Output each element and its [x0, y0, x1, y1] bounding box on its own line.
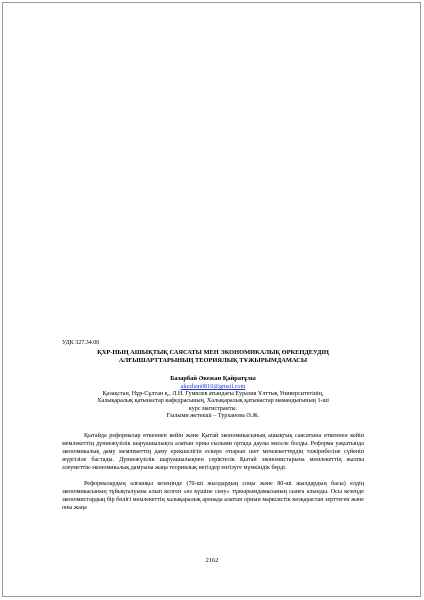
- author-email[interactable]: [62, 383, 364, 391]
- body-paragraph-2: Реформалардың алғашқы кезеңінде (70-ші жылдардың соңы және 80-ші жылдардың басы) елдің экономикасының тұйықталуына алып келген «өз күшіне сену» тұжырымдамасының сынға алынды. Осы кезеңде экономистардың бір бөлігі мемлекеттің халықаралық аренада алатын орнын марксистік көзқарастан зерттеген және оны жаңа: [62, 480, 364, 511]
- author-name: Базарбай Әкежан Қайратұлы: [170, 375, 256, 382]
- article: [62, 340, 364, 520]
- email-link[interactable]: akezhan0810@gmail.com: [180, 383, 246, 390]
- body-paragraph-1: Қытайда реформалар өткеннен кейін және Қытай экономикасының ашықтық саясатына өткеннен кейін мемлекеттің дүниежүзілік шаруашылықта алатын орны ғылыми ортада даулы мәселе болды. Реформа уақытында экономикалық даму мемлекеттің даму ерекшелігін ескере отырып шет мемлекеттердің тәжірибесіне сүйеніп жүргізіле бастады. Дүниежүзілік шаруашылықпен серіктесік Қытай экономистарына мемлекеттің жалпы әлеуметтік-экономикалық дамуына жаңа теориялық негіздер енгізуге мүмкіндік берді.: [62, 432, 364, 471]
- author-affiliation: [62, 391, 364, 421]
- page-number: 2162: [205, 557, 219, 564]
- affiliation-line-2: Халықаралық қатынастар кафедрасының, Халықаралық қатынастар мамандығының 1-ші: [97, 398, 329, 405]
- supervisor: Ғылыми жетекші – Турханова Ә.Ж.: [166, 413, 260, 420]
- affiliation-line-1: Қазақстан, Нұр-Сұлтан қ., Л.Н. Гумилев атындағы Еуразия Ұлттық Университетінің,: [102, 391, 324, 397]
- title-line-2: АЛҒЫШАРТТАРЫНЫҢ ТЕОРИЯЛЫҚ ТҰЖЫРЫМДАМАСЫ: [118, 357, 308, 364]
- udk-code: УДК 327.34.00: [62, 340, 100, 346]
- affiliation-line-3: курс магистранты.: [188, 405, 238, 412]
- article-title: [62, 349, 364, 365]
- title-line-1: ҚХР-НЫҢ АШЫҚТЫҚ САЯСАТЫ МЕН ЭКОНОМИКАЛЫҚ ӨРКЕНДЕУДІҢ: [97, 349, 329, 356]
